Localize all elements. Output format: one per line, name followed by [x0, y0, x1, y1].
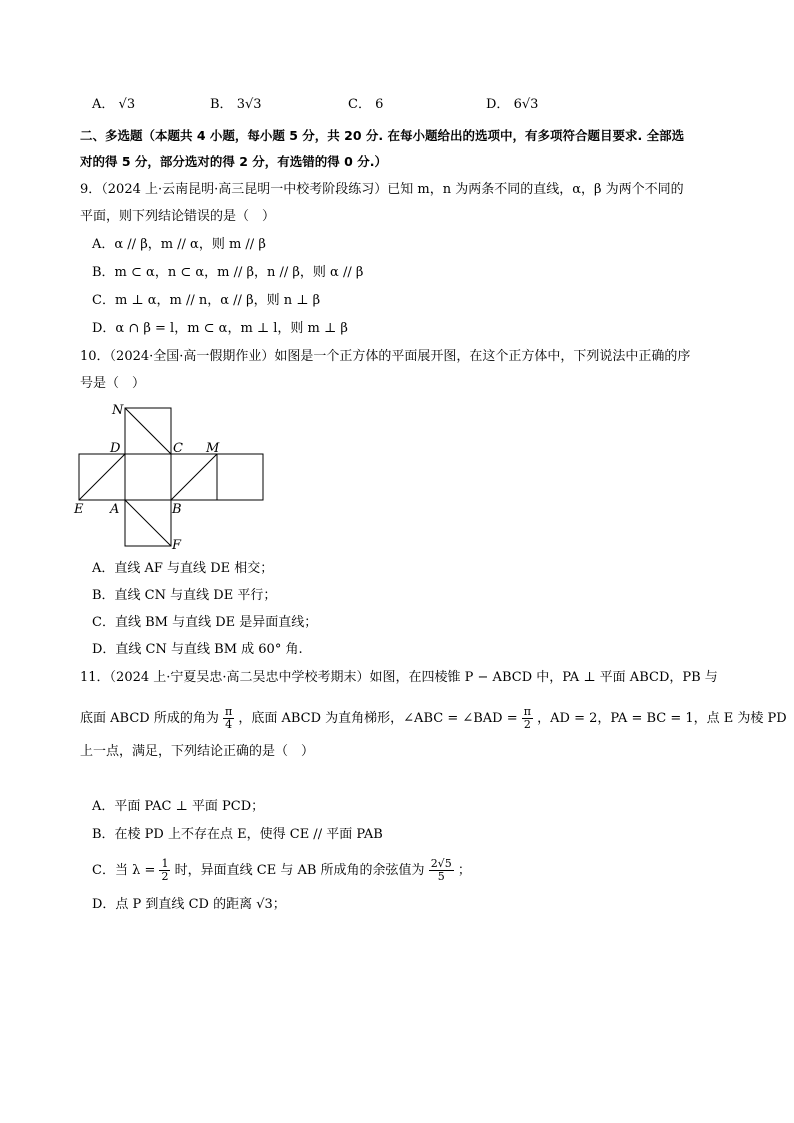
- fraction-pi-over-4: $\frac{\pi}{4}$: [224, 705, 233, 731]
- q11-option-d: D．点 P 到直线 CD 的距离 √3；: [92, 897, 286, 912]
- q9-option-a: A．α // β，m // α，则 m // β: [92, 237, 266, 252]
- cube-net-figure: [70, 398, 270, 556]
- q11-stem-line3: 上一点，满足，下列结论正确的是（ ）: [80, 744, 315, 759]
- fraction-one-half: $\frac{1}{2}$: [161, 857, 169, 883]
- q8-option-b: B． 3√3: [210, 97, 262, 112]
- q11-option-c: C．当 λ = $\frac{1}{2}$ 时，异面直线 CE 与 AB 所成角的余弦值为 $\frac{2√5}{5}$ ；: [92, 857, 471, 883]
- q10-stem-line2: 号是（ ）: [80, 376, 146, 391]
- q11-option-b: B．在棱 PD 上不存在点 E，使得 CE // 平面 PAB: [92, 827, 383, 842]
- q9-option-b: B．m ⊂ α，n ⊂ α，m // β，n // β，则 α // β: [92, 265, 364, 280]
- q8-option-c: C． 6: [348, 97, 384, 112]
- q9-stem-line2: 平面，则下列结论错误的是（ ）: [80, 209, 276, 224]
- label-m: M: [206, 441, 220, 456]
- q9-option-d: D．α ∩ β = l，m ⊂ α，m ⊥ l，则 m ⊥ β: [92, 321, 348, 336]
- section2-header-line1: 二、多选题（本题共 4 小题，每小题 5 分，共 20 分. 在每小题给出的选项中，有多项符合题目要求. 全部选: [80, 128, 685, 143]
- label-f: F: [172, 538, 182, 553]
- q11-option-a: A．平面 PAC ⊥ 平面 PCD；: [92, 799, 265, 814]
- label-d: D: [110, 441, 121, 456]
- fraction-two-root5-over-5: $\frac{2√5}{5}$: [430, 857, 452, 883]
- label-b: B: [172, 502, 182, 517]
- q10-option-d: D．直线 CN 与直线 BM 成 60° 角.: [92, 642, 303, 657]
- label-c: C: [173, 441, 183, 456]
- q9-option-c: C．m ⊥ α，m // n，α // β，则 n ⊥ β: [92, 293, 321, 308]
- q10-option-c: C．直线 BM 与直线 DE 是异面直线；: [92, 615, 318, 630]
- q8-option-d: D． 6√3: [486, 97, 539, 112]
- q8-option-a: A． √3: [92, 97, 136, 112]
- q9-stem-line1: 9．（2024 上·云南昆明·高三昆明一中校考阶段练习）已知 m，n 为两条不同的直线，α，β 为两个不同的: [80, 182, 684, 197]
- section2-header-line2: 对的得 5 分，部分选对的得 2 分，有选错的得 0 分.）: [80, 154, 387, 169]
- label-n: N: [112, 403, 124, 418]
- label-a: A: [110, 502, 120, 517]
- q11-stem-line1: 11．（2024 上·宁夏吴忠·高二吴忠中学校考期末）如图，在四棱锥 P − ABCD 中，PA ⊥ 平面 ABCD，PB 与: [80, 670, 718, 685]
- q10-option-a: A．直线 AF 与直线 DE 相交；: [92, 561, 274, 576]
- fraction-pi-over-2: $\frac{\pi}{2}$: [523, 705, 531, 731]
- label-e: E: [74, 502, 84, 517]
- q11-stem-line2: 底面 ABCD 所成的角为 $\frac{\pi}{4}$ ，底面 ABCD 为直角梯形，∠ABC = ∠BAD = $\frac{\pi}{2}$ ，AD = 2，PA = BC = 1，点 E 为棱 PD: [80, 705, 787, 731]
- q10-stem-line1: 10．（2024·全国·高一假期作业）如图是一个正方体的平面展开图，在这个正方体中，下列说法中正确的序: [80, 349, 691, 364]
- q10-option-b: B．直线 CN 与直线 DE 平行；: [92, 588, 277, 603]
